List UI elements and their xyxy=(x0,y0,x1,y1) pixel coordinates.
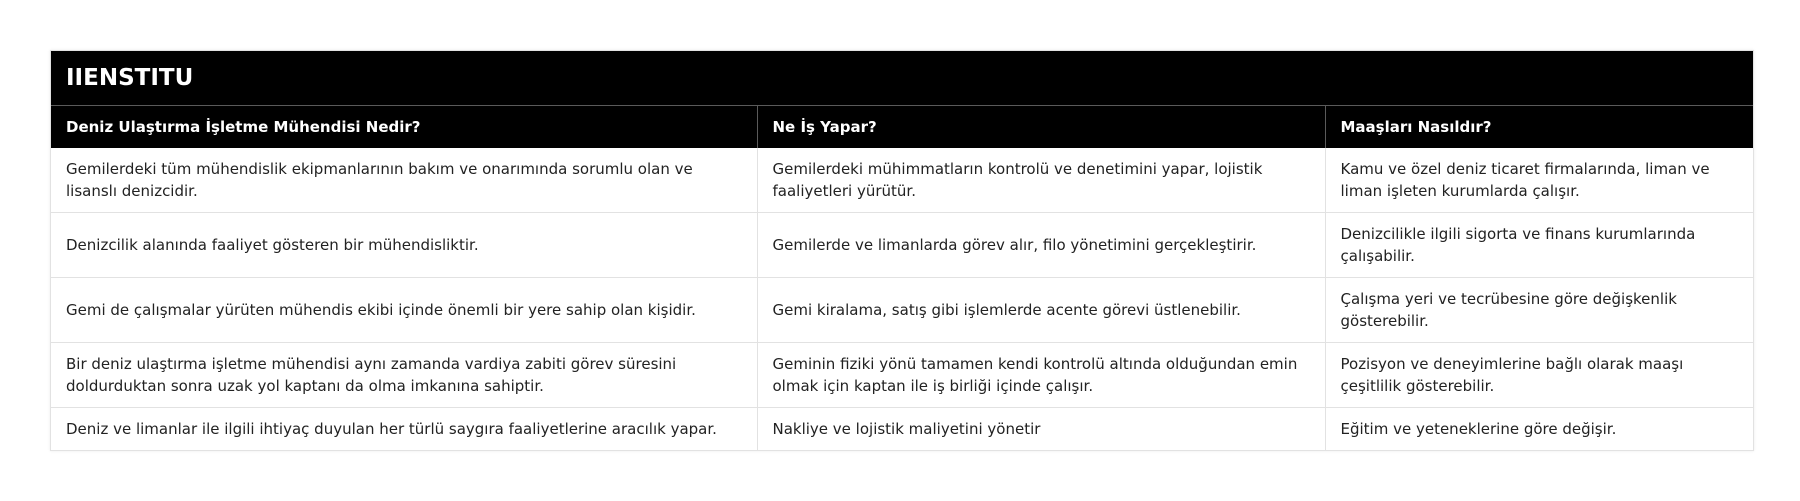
table-cell: Geminin fiziki yönü tamamen kendi kontrolü altında olduğundan emin olmak için kaptan ile iş birliği içinde çalışır. xyxy=(757,343,1325,408)
table-cell: Pozisyon ve deneyimlerine bağlı olarak maaşı çeşitlilik gösterebilir. xyxy=(1325,343,1753,408)
table-cell: Denizcilik alanında faaliyet gösteren bir mühendisliktir. xyxy=(51,213,757,278)
table-cell: Kamu ve özel deniz ticaret firmalarında, liman ve liman işleten kurumlarda çalışır. xyxy=(1325,148,1753,213)
table-title: IIENSTITU xyxy=(51,51,1753,106)
table-cell: Gemi de çalışmalar yürüten mühendis ekibi içinde önemli bir yere sahip olan kişidir. xyxy=(51,278,757,343)
table-cell: Gemilerdeki mühimmatların kontrolü ve denetimini yapar, lojistik faaliyetleri yürütür. xyxy=(757,148,1325,213)
table-cell: Denizcilikle ilgili sigorta ve finans kurumlarında çalışabilir. xyxy=(1325,213,1753,278)
column-header-definition: Deniz Ulaştırma İşletme Mühendisi Nedir? xyxy=(51,106,757,149)
table-row xyxy=(51,213,1753,278)
table-cell: Çalışma yeri ve tecrübesine göre değişkenlik gösterebilir. xyxy=(1325,278,1753,343)
table-row xyxy=(51,343,1753,408)
column-header-salaries: Maaşları Nasıldır? xyxy=(1325,106,1753,149)
table-cell: Deniz ve limanlar ile ilgili ihtiyaç duyulan her türlü saygıra faaliyetlerine aracılık yapar. xyxy=(51,408,757,451)
table-cell: Bir deniz ulaştırma işletme mühendisi aynı zamanda vardiya zabiti görev süresini doldurduktan sonra uzak yol kaptanı da olma imkanına sahiptir. xyxy=(51,343,757,408)
table-cell: Gemilerdeki tüm mühendislik ekipmanlarının bakım ve onarımında sorumlu olan ve lisanslı denizcidir. xyxy=(51,148,757,213)
table-cell: Gemi kiralama, satış gibi işlemlerde acente görevi üstlenebilir. xyxy=(757,278,1325,343)
table-cell: Eğitim ve yeteneklerine göre değişir. xyxy=(1325,408,1753,451)
info-table-container xyxy=(50,50,1754,451)
table-row xyxy=(51,408,1753,451)
table-title-row xyxy=(51,51,1753,106)
table-header-row xyxy=(51,106,1753,149)
table-cell: Nakliye ve lojistik maliyetini yönetir xyxy=(757,408,1325,451)
table-cell: Gemilerde ve limanlarda görev alır, filo yönetimini gerçekleştirir. xyxy=(757,213,1325,278)
column-header-duties: Ne İş Yapar? xyxy=(757,106,1325,149)
table-row xyxy=(51,148,1753,213)
table-row xyxy=(51,278,1753,343)
info-table xyxy=(51,51,1753,450)
